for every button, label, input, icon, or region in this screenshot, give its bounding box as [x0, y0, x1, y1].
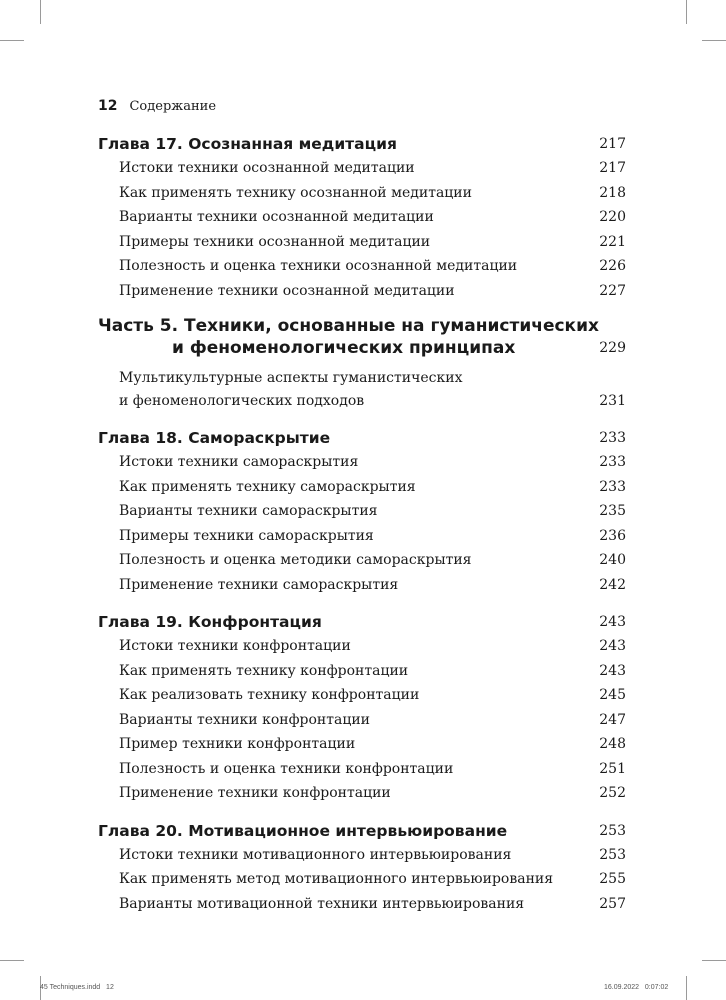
- crop-mark: [702, 960, 726, 961]
- toc-section: [98, 548, 626, 573]
- toc-page-number: 240: [599, 552, 626, 568]
- toc-section: [98, 499, 626, 524]
- toc-section-title: Полезность и оценка методики самораскрытия: [119, 552, 472, 568]
- toc-section: [98, 634, 626, 659]
- toc-section-title-line: и феноменологических подходов: [119, 393, 365, 409]
- toc-page-number: 247: [599, 711, 626, 728]
- toc-section-title: Варианты техники самораскрытия: [119, 503, 378, 519]
- toc-section-title: Как реализовать технику конфронтации: [119, 687, 420, 703]
- crop-mark: [0, 40, 24, 41]
- toc-page-number: 221: [599, 233, 626, 250]
- toc-chapter-title: Глава 18. Самораскрытие: [98, 429, 331, 447]
- toc-section: [98, 708, 626, 733]
- toc-page-number: 227: [599, 282, 626, 299]
- toc-section: [98, 524, 626, 549]
- toc-section: [98, 843, 626, 868]
- toc-section: [98, 279, 626, 304]
- toc-page-number: 252: [599, 785, 626, 801]
- toc-section: [98, 659, 626, 684]
- toc-section: [98, 867, 626, 892]
- toc-page-number: 233: [599, 430, 626, 446]
- toc-part-title-line: Часть 5. Техники, основанные на гуманистических: [98, 316, 599, 336]
- toc-section-title: Истоки техники конфронтации: [119, 638, 351, 654]
- toc-section: [98, 450, 626, 475]
- toc-page-number: 243: [599, 638, 626, 654]
- crop-mark: [702, 40, 726, 41]
- running-title: Содержание: [129, 99, 217, 114]
- table-of-contents: [98, 132, 626, 916]
- toc-section-title: Полезность и оценка техники конфронтации: [119, 760, 454, 777]
- toc-part: [98, 315, 626, 359]
- toc-chapter: [98, 819, 626, 843]
- toc-chapter-title: Глава 19. Конфронтация: [98, 613, 322, 631]
- toc-chapter-title: Глава 17. Осознанная медитация: [98, 135, 397, 153]
- page-number: 12: [98, 98, 118, 114]
- toc-page-number: 220: [599, 209, 626, 225]
- toc-page-number: 242: [599, 576, 626, 593]
- toc-section: [98, 254, 626, 279]
- toc-section-title: Примеры техники самораскрытия: [119, 527, 374, 544]
- toc-page-number: 243: [599, 614, 626, 630]
- toc-page-number: 248: [599, 736, 626, 752]
- toc-part-title: [98, 315, 599, 359]
- toc-page-number: 255: [599, 871, 626, 887]
- toc-section: [98, 892, 626, 917]
- toc-page-number: 217: [599, 160, 626, 176]
- toc-page-number: 253: [599, 846, 626, 863]
- toc-section-title: Как применять технику осознанной медитации: [119, 184, 472, 201]
- toc-section-title: [98, 367, 462, 413]
- toc-section: [98, 367, 626, 413]
- toc-section: [98, 205, 626, 230]
- slug-datetime: 16.09.2022 0:07:02: [604, 984, 669, 991]
- toc-section: [98, 781, 626, 806]
- toc-section-title: Применение техники конфронтации: [119, 785, 391, 801]
- toc-section: [98, 230, 626, 255]
- toc-section: [98, 683, 626, 708]
- toc-part-title-line: и феноменологических принципах: [172, 338, 516, 358]
- toc-page-number: 233: [599, 478, 626, 495]
- toc-chapter: [98, 132, 626, 156]
- toc-chapter: [98, 610, 626, 634]
- toc-section-title-line: Мультикультурные аспекты гуманистических: [119, 370, 463, 386]
- toc-chapter: [98, 426, 626, 450]
- crop-mark: [686, 976, 687, 1000]
- toc-page-number: 229: [599, 340, 626, 356]
- toc-section-title: Применение техники осознанной медитации: [119, 282, 455, 299]
- toc-section-title: Применение техники самораскрытия: [119, 576, 399, 593]
- toc-section: [98, 732, 626, 757]
- crop-mark: [686, 0, 687, 24]
- toc-page-number: 218: [599, 184, 626, 201]
- toc-section-title: Полезность и оценка техники осознанной медитации: [119, 258, 518, 274]
- toc-page-number: 257: [599, 895, 626, 912]
- running-head: [98, 98, 216, 114]
- toc-page-number: 253: [599, 822, 626, 839]
- toc-section-title: Пример техники конфронтации: [119, 736, 356, 752]
- toc-section-title: Истоки техники самораскрытия: [119, 454, 359, 470]
- toc-section: [98, 757, 626, 782]
- toc-page-number: 245: [599, 687, 626, 703]
- toc-page-number: 233: [599, 454, 626, 470]
- toc-section-title: Как применять метод мотивационного интервьюирования: [119, 871, 554, 887]
- toc-section: [98, 475, 626, 500]
- slug-file: 45 Techniques.indd 12: [40, 984, 114, 991]
- toc-page-number: 251: [599, 760, 626, 777]
- toc-section-title: Истоки техники мотивационного интервьюирования: [119, 846, 512, 863]
- toc-section-title: Истоки техники осознанной медитации: [119, 160, 415, 176]
- crop-mark: [40, 0, 41, 24]
- toc-page-number: 231: [599, 393, 626, 409]
- toc-section: [98, 181, 626, 206]
- toc-page-number: 226: [599, 258, 626, 274]
- toc-page-number: 236: [599, 527, 626, 544]
- toc-page-number: 235: [599, 503, 626, 519]
- toc-section-title: Варианты мотивационной техники интервьюирования: [119, 895, 525, 912]
- toc-section-title: Варианты техники конфронтации: [119, 711, 371, 728]
- toc-section-title: Примеры техники осознанной медитации: [119, 233, 431, 250]
- toc-section-title: Варианты техники осознанной медитации: [119, 209, 434, 225]
- toc-section-title: Как применять технику самораскрытия: [119, 478, 416, 495]
- toc-section-title: Как применять технику конфронтации: [119, 662, 409, 679]
- toc-page-number: 217: [599, 136, 626, 152]
- crop-mark: [0, 960, 24, 961]
- toc-chapter-title: Глава 20. Мотивационное интервьюирование: [98, 821, 508, 840]
- toc-section: [98, 156, 626, 181]
- toc-section: [98, 573, 626, 598]
- toc-page-number: 243: [599, 662, 626, 679]
